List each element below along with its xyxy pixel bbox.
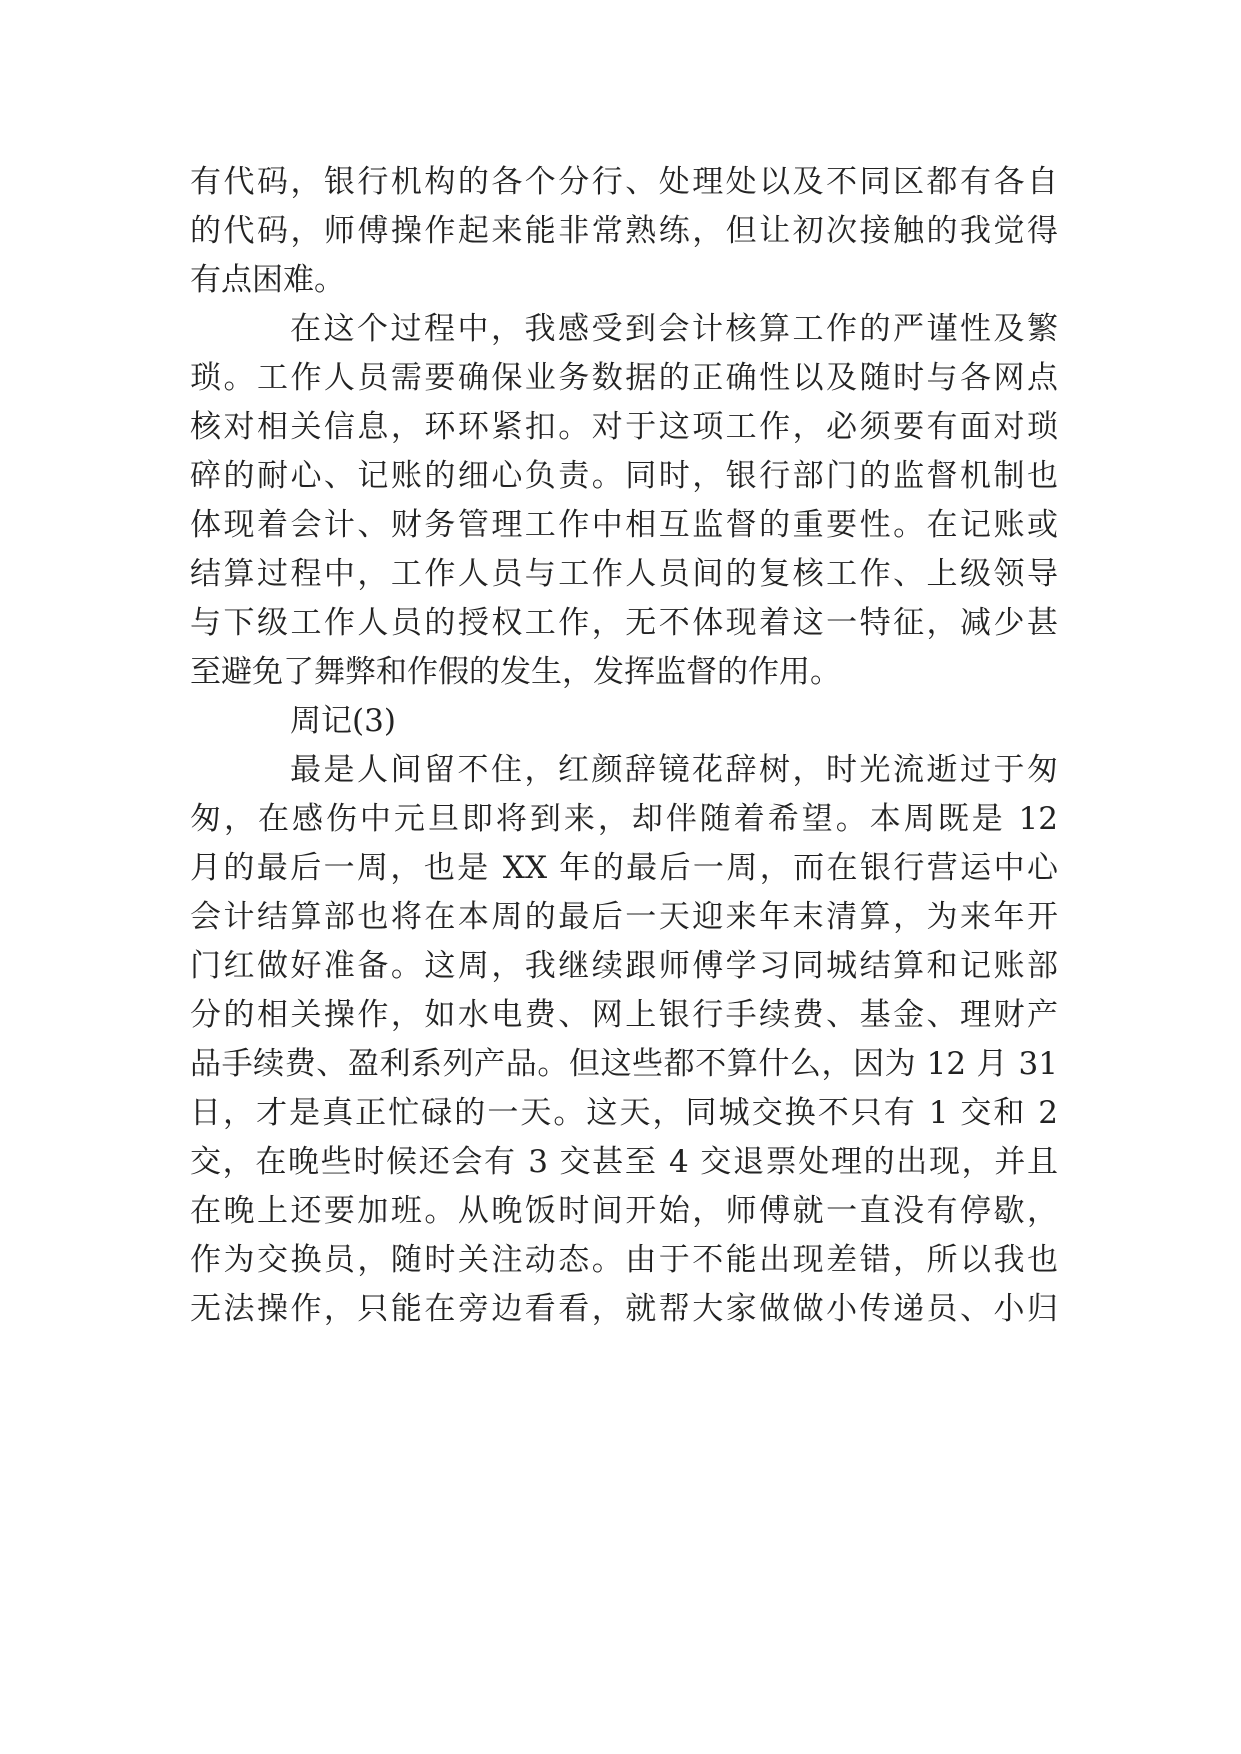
text-line-10: 与下级工作人员的授权工作，无不体现着这一特征，减少甚	[190, 605, 1058, 641]
text-line-20: 日，才是真正忙碌的一天。这天，同城交换不只有 1 交和 2	[190, 1095, 1058, 1131]
text-line-2: 的代码，师傅操作起来能非常熟练，但让初次接触的我觉得	[190, 213, 1058, 249]
text-line-11: 至避免了舞弊和作假的发生，发挥监督的作用。	[190, 654, 841, 690]
text-line-16: 会计结算部也将在本周的最后一天迎来年末清算，为来年开	[190, 899, 1058, 935]
section-heading: 周记(3)	[290, 703, 396, 739]
text-line-14: 匆，在感伤中元旦即将到来，却伴随着希望。本周既是 12	[190, 801, 1058, 837]
text-line-22: 在晚上还要加班。从晚饭时间开始，师傅就一直没有停歇，	[190, 1193, 1058, 1229]
text-line-15: 月的最后一周，也是 XX 年的最后一周，而在银行营运中心	[190, 850, 1058, 886]
text-line-24: 无法操作，只能在旁边看看，就帮大家做做小传递员、小归	[190, 1291, 1058, 1327]
text-line-4: 在这个过程中，我感受到会计核算工作的严谨性及繁	[290, 311, 1058, 347]
text-line-1: 有代码，银行机构的各个分行、处理处以及不同区都有各自	[190, 164, 1058, 200]
text-line-7: 碎的耐心、记账的细心负责。同时，银行部门的监督机制也	[190, 458, 1058, 494]
document-body	[190, 158, 1058, 1334]
text-line-19: 品手续费、盈利系列产品。但这些都不算什么，因为 12 月 31	[190, 1046, 1058, 1082]
text-line-8: 体现着会计、财务管理工作中相互监督的重要性。在记账或	[190, 507, 1058, 543]
text-line-23: 作为交换员，随时关注动态。由于不能出现差错，所以我也	[190, 1242, 1058, 1278]
text-line-21: 交，在晚些时候还会有 3 交甚至 4 交退票处理的出现，并且	[190, 1144, 1058, 1180]
text-line-17: 门红做好准备。这周，我继续跟师傅学习同城结算和记账部	[190, 948, 1058, 984]
text-line-9: 结算过程中，工作人员与工作人员间的复核工作、上级领导	[190, 556, 1058, 592]
text-line-13: 最是人间留不住，红颜辞镜花辞树，时光流逝过于匆	[290, 752, 1058, 788]
text-line-5: 琐。工作人员需要确保业务数据的正确性以及随时与各网点	[190, 360, 1058, 396]
text-line-6: 核对相关信息，环环紧扣。对于这项工作，必须要有面对琐	[190, 409, 1058, 445]
text-line-3: 有点困难。	[190, 262, 345, 298]
text-line-18: 分的相关操作，如水电费、网上银行手续费、基金、理财产	[190, 997, 1058, 1033]
